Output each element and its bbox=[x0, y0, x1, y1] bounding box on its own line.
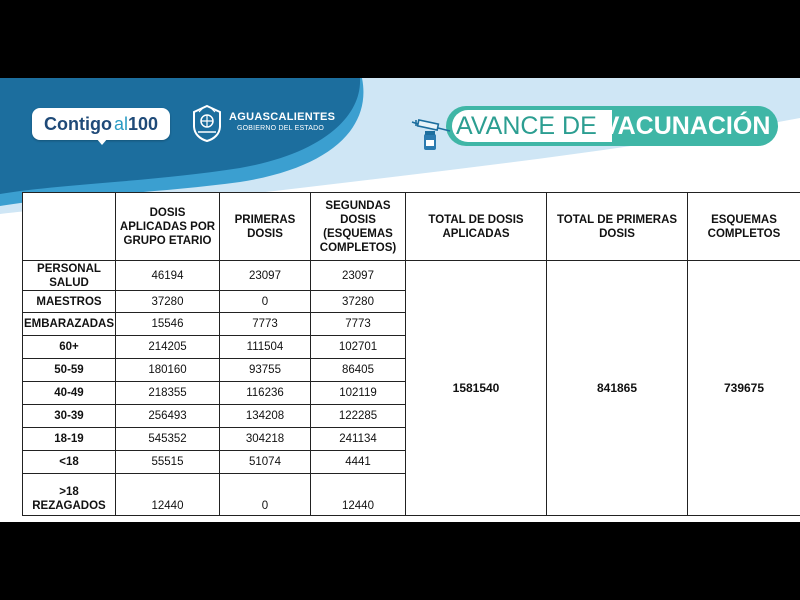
row-group-label: 50-59 bbox=[23, 359, 116, 382]
header-total-primeras: TOTAL DE PRIMERAS DOSIS bbox=[547, 193, 688, 261]
row-applied: 12440 bbox=[116, 474, 220, 516]
row-second: 12440 bbox=[311, 474, 406, 516]
row-second: 37280 bbox=[311, 291, 406, 313]
row-second: 86405 bbox=[311, 359, 406, 382]
row-group-label: 60+ bbox=[23, 336, 116, 359]
logo-contigo-text: Contigo bbox=[43, 113, 112, 134]
state-subtitle: GOBIERNO DEL ESTADO bbox=[237, 125, 325, 132]
row-group-label: >18 REZAGADOS bbox=[23, 474, 116, 516]
state-name: AGUASCALIENTES bbox=[229, 111, 336, 123]
row-group-label: EMBARAZADAS bbox=[23, 313, 116, 336]
row-first: 304218 bbox=[220, 428, 311, 451]
row-applied: 180160 bbox=[116, 359, 220, 382]
vaccination-slide bbox=[0, 78, 800, 522]
row-second: 241134 bbox=[311, 428, 406, 451]
row-first: 0 bbox=[220, 291, 311, 313]
header-primeras-dosis: PRIMERAS DOSIS bbox=[220, 193, 311, 261]
total-first-value: 841865 bbox=[547, 261, 688, 516]
logo-al-text: al bbox=[113, 113, 128, 134]
row-applied: 545352 bbox=[116, 428, 220, 451]
banner-title-part2: VACUNACIÓN bbox=[602, 112, 771, 140]
table-header-row bbox=[23, 193, 800, 261]
row-first: 93755 bbox=[220, 359, 311, 382]
state-government-logo bbox=[229, 112, 335, 132]
row-first: 51074 bbox=[220, 451, 311, 474]
row-applied: 214205 bbox=[116, 336, 220, 359]
banner-title-part1: AVANCE DE bbox=[456, 112, 597, 140]
row-first: 23097 bbox=[220, 261, 311, 291]
row-applied: 15546 bbox=[116, 313, 220, 336]
vaccination-table bbox=[22, 192, 800, 516]
header-esquemas-completos: ESQUEMAS COMPLETOS bbox=[688, 193, 800, 261]
row-second: 102701 bbox=[311, 336, 406, 359]
row-group-label: 18-19 bbox=[23, 428, 116, 451]
row-group-label: 30-39 bbox=[23, 405, 116, 428]
row-applied: 256493 bbox=[116, 405, 220, 428]
row-first: 0 bbox=[220, 474, 311, 516]
table-row bbox=[23, 261, 800, 291]
syringe-vial-icon bbox=[410, 116, 454, 154]
header-total-dosis: TOTAL DE DOSIS APLICADAS bbox=[406, 193, 547, 261]
header-dosis-aplicadas: DOSIS APLICADAS POR GRUPO ETARIO bbox=[116, 193, 220, 261]
row-second: 102119 bbox=[311, 382, 406, 405]
row-first: 116236 bbox=[220, 382, 311, 405]
state-seal-icon bbox=[190, 104, 224, 142]
row-first: 7773 bbox=[220, 313, 311, 336]
row-first: 111504 bbox=[220, 336, 311, 359]
row-group-label: <18 bbox=[23, 451, 116, 474]
row-first: 134208 bbox=[220, 405, 311, 428]
row-applied: 46194 bbox=[116, 261, 220, 291]
contigo-al-100-logo bbox=[32, 108, 170, 140]
row-second: 122285 bbox=[311, 405, 406, 428]
header-segundas-dosis: SEGUNDAS DOSIS (ESQUEMAS COMPLETOS) bbox=[311, 193, 406, 261]
row-group-label: 40-49 bbox=[23, 382, 116, 405]
banner-title bbox=[456, 111, 770, 141]
row-group-label: MAESTROS bbox=[23, 291, 116, 313]
row-second: 23097 bbox=[311, 261, 406, 291]
row-applied: 37280 bbox=[116, 291, 220, 313]
row-second: 4441 bbox=[311, 451, 406, 474]
header-group bbox=[23, 193, 116, 261]
logo-speech-tail bbox=[96, 138, 108, 145]
row-applied: 55515 bbox=[116, 451, 220, 474]
logo-100-text: 100 bbox=[127, 113, 159, 134]
row-second: 7773 bbox=[311, 313, 406, 336]
row-group-label: PERSONAL SALUD bbox=[23, 261, 116, 291]
row-applied: 218355 bbox=[116, 382, 220, 405]
complete-schemes-value: 739675 bbox=[688, 261, 800, 516]
total-applied-value: 1581540 bbox=[406, 261, 547, 516]
